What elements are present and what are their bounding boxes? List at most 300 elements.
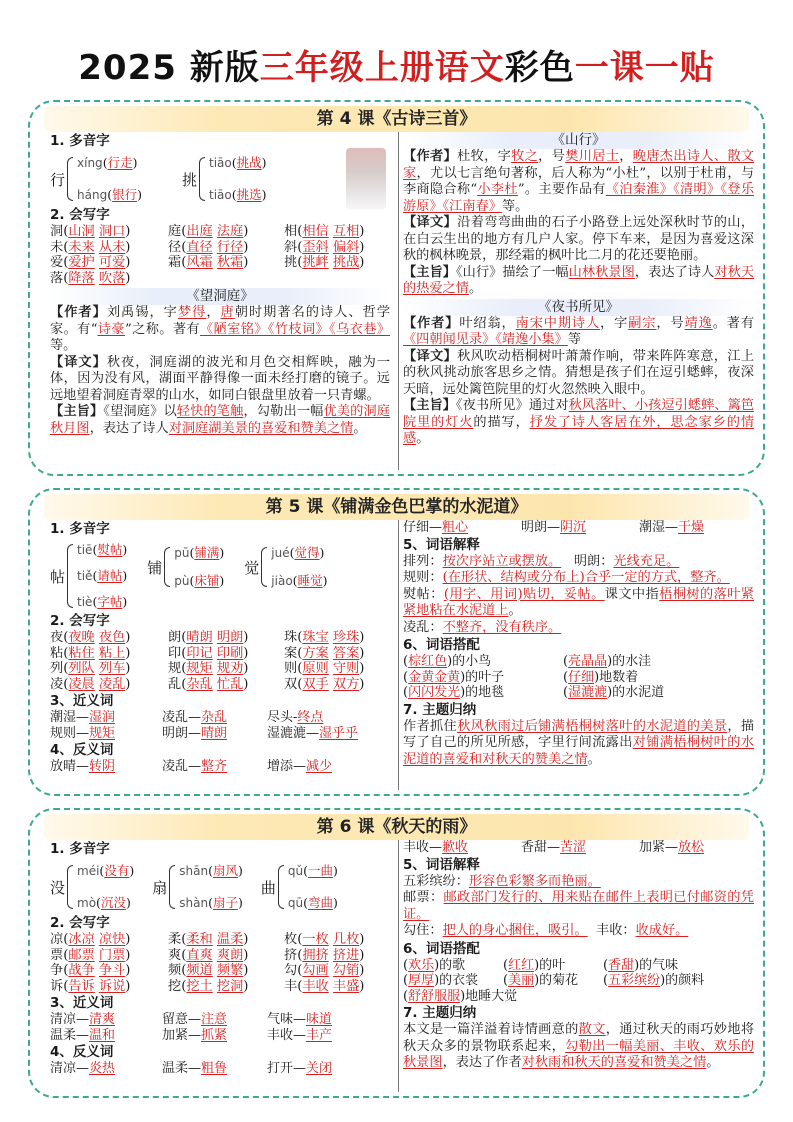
text: 朗 (168, 630, 182, 645)
answer-text: 争斗 (98, 963, 126, 978)
answer-text: 丰收 (302, 978, 329, 994)
answer-text: 印记 (186, 645, 213, 661)
text: 铺 (147, 558, 163, 577)
text: ，表达了作者 (442, 1055, 522, 1070)
text: 《望洞庭》以 (103, 404, 177, 419)
answer-text: 按次序站立或摆放。 (442, 553, 562, 569)
answer-text: 清爽 (89, 1012, 116, 1027)
text: 留意— (162, 1012, 202, 1027)
text: 地睡大觉 (465, 988, 518, 1004)
vocab-cell: 票(邮票 门票) (50, 947, 131, 963)
answer-text: 山洞 (68, 224, 95, 239)
polyphonic-item (261, 863, 338, 911)
answer-text: 阴沉 (560, 520, 587, 535)
vocab-cell: (厚厚)的衣裳 (403, 973, 479, 988)
polyphonic-item (152, 863, 243, 911)
section-antonyms: 4、反义词 (50, 1044, 114, 1060)
vocab-cell: 丰(丰收 丰盛) (284, 978, 365, 994)
vocab-cell (267, 1012, 387, 1028)
vocab-cell: 双(双手 双方) (284, 676, 365, 692)
text: 湿漉漉— (267, 725, 320, 741)
vocab-cell: 枚(一枚 几枚) (284, 932, 365, 947)
answer-text: 牧之 (511, 149, 539, 164)
vocab-cell: 挖(挖土 挖洞) (168, 978, 249, 994)
answer-text: 相信 (302, 224, 329, 239)
answer-text: 小李杜 (477, 182, 518, 197)
title-grade-subject: 三年级上册语文 (259, 48, 505, 88)
answer-text: 《陋室铭》《竹枝词》《乌衣巷》 (200, 321, 390, 337)
text: 丰收— (403, 840, 443, 855)
text: 《夜书所见》通过对 (456, 398, 569, 413)
text: 争 (50, 963, 64, 978)
answer-text: 闪闪发光 (408, 685, 461, 700)
section-summary: 7. 主题归纳 (403, 701, 477, 718)
text: 的颜料 (665, 973, 705, 988)
text: 。 (508, 603, 522, 618)
lesson-6-right-column (398, 840, 754, 1092)
answer-text: 没有 (104, 863, 130, 878)
pinyin-option: jué(觉得) (271, 545, 325, 560)
answer-text: 歉收 (442, 840, 469, 855)
collocations-grid (403, 958, 754, 1005)
pinyin-option: mò(沉没) (77, 895, 131, 910)
answer-text: 炎热 (89, 1061, 116, 1076)
answer-text: 勾销 (332, 963, 360, 978)
text: 课文中指 (604, 586, 660, 602)
answer-text: 直径 (186, 239, 213, 255)
text: 规 (168, 661, 182, 676)
vocab-cell (50, 710, 162, 726)
vocab-cell: 案(方案 答案) (284, 645, 365, 661)
brace-icon (278, 865, 284, 909)
vocab-cell (521, 840, 639, 856)
answer-text: 勾勒出一幅美丽、丰收、欢乐的秋景图 (403, 1038, 755, 1070)
brace-icon (169, 865, 175, 909)
vocab-cell: 径(直径 行径) (168, 239, 249, 255)
text: 勾 (284, 963, 298, 978)
pinyin-option: méi(没有) (77, 863, 135, 878)
answer-text: 印刷 (216, 645, 244, 661)
text: 的叶子 (465, 669, 505, 685)
text: tiě (77, 569, 93, 583)
answer-text: 五彩缤纷 (608, 973, 661, 988)
answer-text: 挖土 (186, 978, 213, 994)
text: 珠 (284, 630, 298, 645)
text: tiē (77, 543, 93, 557)
vocab-cell: 相(相信 互相) (284, 224, 365, 239)
answer-text: 弯曲 (308, 895, 334, 910)
writing-grid (50, 630, 390, 692)
text: 。著有 (712, 315, 755, 331)
answer-text: 注意 (201, 1012, 228, 1027)
answer-text: 铺满 (194, 545, 220, 560)
text: 清凉— (50, 1061, 90, 1076)
text: 打开— (267, 1061, 307, 1076)
text: 案 (284, 645, 298, 661)
poem-author (403, 316, 754, 349)
vocab-cell (162, 726, 267, 742)
brace-icon (199, 157, 205, 201)
text: 丰收— (267, 1027, 307, 1043)
vocab-cell: 珠(珠宝 珍珠) (284, 630, 365, 645)
text: 【作者】 (403, 315, 460, 331)
answer-text: 觉得 (294, 545, 320, 560)
text: 朝时期著名的诗人、哲学家。有“ (50, 305, 391, 337)
text: 秋风吹动梧桐树叶萧萧作响，带来阵阵寒意，江上的秋风挑动旅客思乡之情。猜想是孩子们在逗引蟋蟀，夜深天暗，远处篱笆院里的灯火忽然映入眼中。 (403, 348, 755, 397)
answer-text: 直爽 (186, 947, 213, 963)
pinyin-option: shàn(扇子) (179, 895, 243, 910)
vocab-cell (521, 520, 639, 536)
poem-title-yeshusuojian: 《夜书所见》 (403, 299, 754, 316)
answer-text: 互相 (332, 224, 360, 239)
text: ”。主要作品有 (517, 182, 606, 197)
vocab-cell: 印(印记 印刷) (168, 645, 249, 661)
text: 印 (168, 645, 182, 661)
poem-theme (403, 265, 754, 298)
answer-text: 频道 (186, 963, 213, 978)
text: 地数着 (599, 669, 639, 685)
answer-text: 红红 (508, 957, 535, 973)
text: 落 (50, 270, 64, 286)
answer-text: 终点 (297, 710, 324, 725)
answer-text: 沉没 (100, 895, 126, 910)
answer-text: 形容色彩繁多而艳丽。 (468, 873, 601, 889)
answer-text: 仔细 (568, 669, 595, 685)
text: 。 (468, 281, 483, 296)
polyphonic-item (244, 545, 327, 589)
text: 香甜— (521, 840, 561, 855)
answer-text: 一枚 (302, 932, 329, 947)
answer-text: 晴朗 (186, 630, 213, 645)
answer-text: 睡觉 (297, 573, 323, 588)
text: 仔细— (403, 520, 443, 535)
vocab-cell: 柔(柔和 温柔) (168, 932, 249, 947)
answer-text: 吹落 (98, 270, 126, 286)
answer-text: 邮票 (68, 947, 95, 963)
section-collocations: 6、词语搭配 (403, 940, 480, 957)
text: 票 (50, 947, 64, 963)
vocab-cell (162, 1028, 267, 1044)
section-explanations: 5、词语解释 (403, 856, 480, 873)
answer-text: 挖洞 (216, 978, 244, 994)
answer-text: 湿润 (89, 710, 116, 725)
answer-text: 偏斜 (332, 239, 360, 255)
vocab-cell: (五彩缤纷)的颜料 (603, 973, 705, 988)
text: 五彩缤纷： (403, 873, 469, 889)
text: 爱 (50, 255, 64, 270)
answer-text: 诉说 (98, 978, 126, 994)
text: 【作者】 (50, 305, 107, 320)
answer-text: 对秋雨和秋天的喜爱和赞美之情 (521, 1055, 707, 1070)
answer-text: 珠宝 (302, 630, 329, 645)
answer-text: 洞口 (98, 224, 126, 239)
polyphonic-row (50, 540, 390, 612)
vocab-cell: 夜(夜晚 夜色) (50, 630, 131, 645)
answer-text: 拥挤 (302, 947, 329, 963)
text: ，表达了诗人 (634, 264, 715, 280)
answer-text: 门票 (98, 947, 126, 963)
text: 杜牧，字 (457, 149, 512, 164)
poem-theme (50, 404, 390, 437)
vocab-cell (403, 840, 521, 856)
answer-text: 散文 (578, 1022, 606, 1037)
answer-text: 粘上 (98, 645, 126, 661)
lesson-5-card (28, 488, 765, 796)
answer-text: 把人的身心捆住，吸引。 (442, 923, 588, 938)
text: 帖 (50, 567, 66, 586)
answer-text: 风霜 (186, 255, 213, 270)
text: 的水泥道 (612, 685, 665, 700)
text: 夜 (50, 630, 64, 645)
text: 凌乱： (403, 619, 443, 635)
answer-text: 答案 (332, 645, 360, 661)
text: 的气味 (639, 957, 679, 973)
answer-text: 梦得 (177, 305, 207, 320)
vocab-cell (50, 726, 162, 742)
vocab-cell (403, 520, 521, 536)
polyphonic-item (50, 155, 142, 203)
text: 丰 (284, 978, 298, 994)
answer-text: 抓紧 (201, 1027, 228, 1043)
lesson-5-right-column (398, 520, 754, 790)
answer-text: 请帖 (97, 568, 123, 583)
vocab-cell: 洞(山洞 洞口) (50, 224, 131, 239)
vocab-cell: 未(未来 从未) (50, 239, 131, 255)
text: 潮湿— (50, 710, 90, 725)
poem-translation (403, 215, 754, 265)
title-suffix: 一课一贴 (574, 48, 715, 88)
answer-text: 金黄金黄 (408, 669, 461, 685)
answer-text: 抒发了诗人客居在外，思念家乡的情感 (403, 414, 755, 446)
text: 的衣裳 (439, 973, 479, 988)
polyphonic-item (50, 863, 134, 911)
vocab-cell (50, 1061, 162, 1077)
answer-text: 挑衅 (302, 255, 329, 270)
answer-text: 告诉 (68, 978, 95, 994)
explanation-item (403, 874, 754, 891)
answer-text: 棕红色 (408, 654, 448, 669)
pinyin-option: háng(银行) (77, 187, 142, 202)
brace-icon (261, 547, 267, 587)
section-collocations: 6、词语搭配 (403, 637, 480, 653)
text: 。 (706, 1055, 720, 1070)
poem-theme (403, 398, 754, 448)
answer-text: 挑选 (236, 187, 262, 202)
text: 霜 (168, 255, 182, 270)
text: 爽 (168, 947, 182, 963)
section-writing: 2. 会写字 (50, 613, 110, 629)
text: tiè (77, 595, 93, 609)
answer-text: 减少 (306, 759, 333, 774)
answer-text: 方案 (302, 645, 329, 661)
text: 觉 (244, 558, 260, 577)
text: 排列： (403, 553, 443, 569)
lesson-4-left-column (50, 132, 390, 437)
text: 柔 (168, 932, 182, 947)
text: jiào (271, 574, 293, 588)
lesson-5-header: 第 5 课《铺满金色巴掌的水泥道》 (44, 494, 749, 520)
answer-text: 明朗 (216, 630, 244, 645)
vocab-cell: (美丽)的菊花 (503, 973, 579, 988)
text: 行 (50, 170, 66, 189)
poem-translation (50, 355, 390, 405)
text: 凌乱— (162, 710, 202, 725)
collocations-grid (403, 654, 754, 701)
answer-text: 诗豪 (97, 321, 125, 337)
text: 。 (587, 751, 601, 767)
answer-text: 规矩 (89, 725, 116, 741)
text: 气味— (267, 1012, 307, 1027)
lesson-6-card (28, 808, 765, 1098)
text: 秋夜，洞庭湖的波光和月色交相辉映，融为一体，因为没有风，湖面平静得像一面未经打磨的镜子。远远地望着洞庭青翠的山水，如同白银盘里放着一只青螺。 (50, 354, 391, 403)
text: 凉 (50, 932, 64, 947)
answer-text: 守则 (332, 661, 360, 676)
writing-grid (50, 224, 390, 286)
vocab-cell (639, 840, 749, 856)
vocab-cell (162, 710, 267, 726)
answer-text: 勾画 (302, 963, 329, 978)
section-summary: 7. 主题归纳 (403, 1005, 477, 1021)
answer-text: 《四朝闻见录》《靖逸小集》 (403, 332, 568, 347)
text: 的水洼 (612, 654, 652, 669)
explanation-item (403, 890, 754, 923)
text: 《山行》描绘了一幅 (456, 264, 569, 280)
polyphonic-row (50, 860, 390, 914)
answer-text: 杂乱 (201, 710, 228, 725)
text: 等。 (501, 198, 529, 214)
title-prefix: 2025 新版 (78, 48, 260, 88)
answer-text: 歪斜 (302, 239, 329, 255)
answer-text: 秋风落叶、小孩逗引蟋蟀、篱笆院里的灯火 (403, 398, 755, 430)
answer-text: 秋霜 (216, 255, 244, 270)
answer-text: 放松 (678, 840, 705, 855)
section-synonyms: 3、近义词 (50, 995, 114, 1011)
text: mò (77, 896, 97, 910)
text: 明朗— (162, 725, 202, 741)
polyphonic-item (147, 545, 224, 589)
text: ，尤以七言绝句著称，后人称为“小杜”，以别于杜甫，与李商隐合称“ (403, 165, 755, 197)
vocab-cell (267, 726, 387, 742)
answer-text: 粗心 (442, 520, 469, 535)
answer-text: 法庭 (216, 224, 244, 239)
poem-author (50, 305, 390, 355)
answer-text: 挑战 (332, 255, 360, 270)
vocab-cell: 粘(粘住 粘上) (50, 645, 131, 661)
text: 沿着弯弯曲曲的石子小路登上远处深秋时节的山，在白云生出的地方有几户人家。停下车来，是因为喜爱这深秋的枫林晚景，那经霜的枫叶比二月的花还要艳丽。 (403, 215, 755, 263)
text: ，号 (656, 315, 685, 331)
answer-text: 凌晨 (68, 676, 95, 692)
pinyin-option: pū(铺满) (174, 545, 225, 560)
text: ，表达了诗人 (89, 420, 169, 436)
text: 扇 (152, 878, 168, 897)
antonyms-grid (50, 1061, 390, 1077)
poem-title-shanxing: 《山行》 (403, 132, 754, 149)
answer-text: 香甜 (608, 957, 635, 973)
answer-text: 挤进 (332, 947, 360, 963)
text: 增添— (267, 759, 307, 774)
text: tiāo (209, 188, 232, 202)
text: 【译文】 (50, 354, 107, 370)
text: 凌 (50, 676, 64, 692)
title-mid: 彩色 (504, 48, 575, 88)
text: shàn (179, 896, 209, 910)
text: 的地毯 (465, 685, 505, 700)
answer-text: 行径 (216, 239, 244, 255)
synonyms-grid (50, 1012, 390, 1043)
vocab-cell: (仔细)地数着 (563, 669, 639, 685)
polyphonic-item (182, 155, 267, 203)
lesson-5-left-column (50, 520, 390, 775)
answer-text: 行走 (107, 155, 133, 170)
answer-text: 优美的洞庭秋月图 (50, 404, 391, 436)
text: 【译文】 (403, 215, 458, 230)
answer-text: 列车 (98, 661, 126, 676)
answer-text: 忙乱 (216, 676, 244, 692)
answer-text: 床铺 (194, 573, 220, 588)
brace-icon (67, 157, 73, 201)
text: 粘 (50, 645, 64, 661)
text: 等。 (50, 338, 77, 353)
vocab-cell: 庭(出庭 法庭) (168, 224, 249, 239)
vocab-cell: 规(规矩 规劝) (168, 661, 249, 676)
text: 列 (50, 661, 64, 676)
text: 庭 (168, 224, 182, 239)
text: qǔ (287, 864, 304, 878)
text: 双 (284, 676, 298, 692)
antonyms-continued (403, 520, 754, 536)
section-antonyms: 4、反义词 (50, 742, 114, 758)
vocab-cell: (亮晶晶)的水洼 (563, 654, 652, 669)
answer-text: 丰盛 (332, 978, 360, 994)
text: 诉 (50, 978, 64, 994)
vocab-cell: 爱(爱护 可爱) (50, 255, 131, 270)
text: ，字 (600, 315, 629, 331)
answer-text: 凌乱 (98, 676, 126, 692)
text: 明朗— (521, 520, 561, 535)
text: tiāo (209, 156, 232, 170)
section-polyphonic: 1. 多音字 (50, 521, 110, 537)
brace-icon (67, 544, 73, 608)
text: 加紧— (639, 840, 679, 855)
answer-text: 收成好。 (635, 923, 689, 938)
section-polyphonic: 1. 多音字 (50, 841, 110, 857)
answer-text: 从未 (98, 239, 126, 255)
answer-text: 珍珠 (332, 630, 360, 645)
vocab-cell (267, 1028, 387, 1044)
lesson-4-card (28, 100, 765, 476)
answer-text: 《泊秦淮》《清明》《登乐游原》《江南春》 (403, 182, 755, 214)
answer-text: 几枚 (332, 932, 360, 947)
answer-text: 夜色 (98, 630, 126, 645)
vocab-cell: 列(列队 列车) (50, 661, 131, 676)
section-synonyms: 3、近义词 (50, 693, 114, 709)
answer-text: (在形状、结构或分布上)合乎一定的方式，整齐。 (442, 570, 730, 585)
vocab-cell (639, 520, 749, 536)
text: 尽头- (267, 710, 298, 725)
answer-text: 银行 (112, 187, 138, 202)
vocab-cell: (香甜)的气味 (603, 957, 679, 973)
text: pū (174, 546, 190, 560)
answer-text: 山林秋景图 (568, 264, 635, 280)
text: 乱 (168, 676, 182, 692)
answer-text: 苦涩 (560, 840, 587, 855)
text: 规则： (403, 570, 443, 585)
vocab-cell (162, 1061, 267, 1077)
answer-text: 南宋中期诗人 (515, 315, 601, 331)
vocab-cell (162, 759, 267, 775)
answer-text: 秋风秋雨过后铺满梧桐树落叶的水泥道的美景 (457, 718, 728, 734)
vocab-cell: 乱(杂乱 忙乱) (168, 676, 249, 692)
